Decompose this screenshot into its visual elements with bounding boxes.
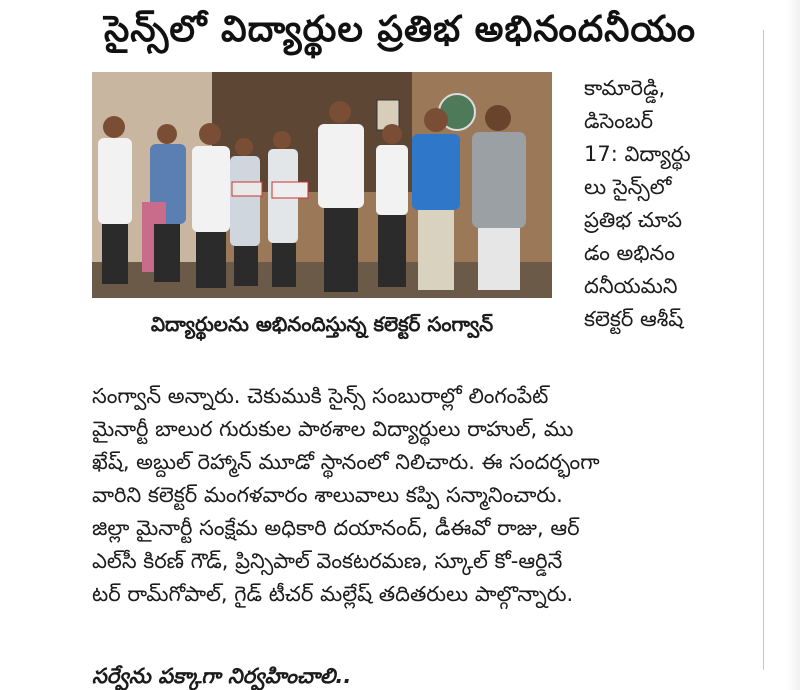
side-line: ప్రతిభ చూప bbox=[584, 208, 683, 232]
body-line: మైనార్టీ బాలుర గురుకుల పాఠశాల విద్యార్థులు రాహుల్, ము bbox=[92, 417, 574, 441]
person-7 bbox=[376, 124, 408, 287]
group-photo-illustration bbox=[92, 72, 552, 298]
headline: సైన్స్‌లో విద్యార్థుల ప్రతిభ అభినందనీయం bbox=[104, 9, 696, 50]
side-line: డిసెంబర్ bbox=[584, 109, 654, 133]
person-8 bbox=[412, 108, 460, 290]
article-body bbox=[92, 380, 762, 611]
body-line: ఖేష్, అబ్దుల్ రెహ్మాన్ మూడో స్థానంలో నిలిచారు. ఈ సందర్భంగా bbox=[92, 450, 600, 474]
person-4 bbox=[230, 138, 262, 286]
side-line: డం అభినం bbox=[584, 241, 675, 265]
person-6 bbox=[318, 101, 364, 292]
body-line: ఎల్‌సీ కిరణ్ గౌడ్, ప్రిన్సిపాల్ వెంకటరమణ, స్కూల్ కో-ఆర్డినే bbox=[92, 549, 563, 573]
column-divider bbox=[763, 30, 764, 670]
side-line: కామారెడ్డి, bbox=[584, 76, 666, 100]
body-line: జిల్లా మైనార్టీ సంక్షేమ అధికారి దయానంద్, డీఈవో రాజు, ఆర్ bbox=[92, 516, 580, 540]
side-line: లు సైన్స్‌లో bbox=[584, 175, 672, 199]
news-photo bbox=[92, 72, 552, 298]
person-1 bbox=[98, 116, 132, 284]
side-line: దనీయమని bbox=[584, 274, 678, 298]
body-line: టర్ రామ్‌గోపాల్, గైడ్ టీచర్ మల్లేష్ తదితరులు పాల్గొన్నారు. bbox=[92, 582, 574, 606]
side-line: కలెక్టర్ ఆశీష్ bbox=[584, 307, 684, 331]
person-3 bbox=[192, 123, 230, 288]
page-edge bbox=[786, 0, 800, 690]
next-article-headline: సర్వేను పక్కాగా నిర్వహించాలి.. bbox=[92, 664, 352, 688]
body-line: సంగ్వాన్ అన్నారు. చెకుముకి సైన్స్ సంబురాల్లో లింగంపేట్ bbox=[92, 384, 549, 408]
side-column bbox=[584, 72, 756, 336]
person-9 bbox=[472, 105, 526, 290]
body-line: వారిని కలెక్టర్ మంగళవారం శాలువాలు కప్పి సన్మానించారు. bbox=[92, 483, 563, 507]
photo-caption: విద్యార్థులను అభినందిస్తున్న కలెక్టర్ సంగ్వాన్ bbox=[150, 312, 494, 336]
side-line: 17: విద్యార్థు bbox=[584, 142, 691, 166]
